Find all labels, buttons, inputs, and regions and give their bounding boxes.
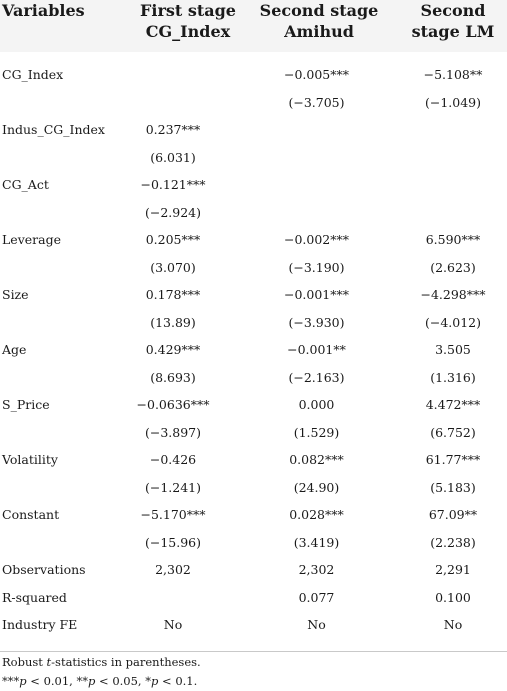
table-row <box>0 254 507 282</box>
first-stage-value: 0.237*** <box>145 122 201 137</box>
table-row <box>0 116 507 144</box>
header-second-stage-amihud <box>254 0 384 42</box>
amihud-value: (−3.705) <box>288 94 345 110</box>
header-second-stage-lm <box>390 0 507 42</box>
first-stage-value: (−1.241) <box>144 479 201 495</box>
first-stage-value: No <box>163 617 183 632</box>
header-col1-line1: First stage <box>140 1 236 20</box>
header-col3-line1: Second <box>420 1 486 20</box>
footnote-divider <box>0 651 507 652</box>
row-variable-label: Constant <box>2 507 60 522</box>
lm-value: (−4.012) <box>424 314 481 330</box>
table-row <box>0 584 507 612</box>
first-stage-value: 2,302 <box>155 562 191 577</box>
amihud-value: (24.90) <box>293 479 340 495</box>
table-row <box>0 61 507 89</box>
amihud-value: 0.000 <box>298 397 335 412</box>
row-variable-label: S_Price <box>2 397 50 412</box>
first-stage-value: (13.89) <box>150 314 196 330</box>
first-stage-value: (−3.897) <box>144 424 201 440</box>
table-row <box>0 336 507 364</box>
first-stage-value: 0.429*** <box>145 342 201 357</box>
amihud-value: (3.419) <box>293 534 340 550</box>
header-col2-line1: Second stage <box>259 1 379 20</box>
amihud-value: −0.001** <box>287 342 346 357</box>
row-variable-label: Industry FE <box>2 617 78 632</box>
amihud-value: (−3.190) <box>288 259 345 275</box>
table-row <box>0 171 507 199</box>
first-stage-value: −0.121*** <box>140 177 206 192</box>
table-row <box>0 474 507 502</box>
lm-value: 3.505 <box>435 342 471 357</box>
row-variable-label: R-squared <box>2 589 67 605</box>
first-stage-value: −5.170*** <box>140 507 206 522</box>
header-col2-line2: Amihud <box>284 22 354 41</box>
table-row <box>0 501 507 529</box>
first-stage-value: (−2.924) <box>144 204 201 220</box>
row-variable-label: Observations <box>2 562 86 577</box>
first-stage-value: (8.693) <box>150 369 196 385</box>
lm-value: (6.752) <box>430 424 476 440</box>
amihud-value: 0.082*** <box>289 452 344 467</box>
lm-value: (2.238) <box>430 534 476 550</box>
first-stage-value: (−15.96) <box>144 534 201 550</box>
amihud-value: (−3.930) <box>288 314 345 330</box>
lm-value: 2,291 <box>435 562 471 577</box>
first-stage-value: (3.070) <box>150 259 196 275</box>
lm-value: 67.09** <box>428 507 478 522</box>
table-row <box>0 611 507 639</box>
amihud-value: No <box>307 617 326 632</box>
table-header <box>0 0 507 52</box>
table-row <box>0 309 507 337</box>
lm-value: No <box>443 617 463 632</box>
lm-value: 4.472*** <box>425 397 481 412</box>
table-row <box>0 419 507 447</box>
table-row <box>0 364 507 392</box>
lm-value: (1.316) <box>430 369 476 385</box>
table-row <box>0 556 507 584</box>
lm-value: (2.623) <box>430 259 476 275</box>
header-variables-label: Variables <box>2 1 85 20</box>
table-row <box>0 529 507 557</box>
row-variable-label: CG_Act <box>2 177 49 192</box>
table-row <box>0 226 507 254</box>
table-row <box>0 391 507 419</box>
table-row <box>0 446 507 474</box>
amihud-value: −0.001*** <box>283 287 349 302</box>
footnote-tstats: Robust t-statistics in parentheses. <box>2 655 201 669</box>
header-col1-line2: CG_Index <box>145 22 231 41</box>
first-stage-value: 0.205*** <box>145 232 201 247</box>
row-variable-label: Indus_CG_Index <box>2 122 105 137</box>
amihud-value: (1.529) <box>293 424 340 440</box>
table-row <box>0 281 507 309</box>
lm-value: −4.298*** <box>420 287 486 302</box>
header-first-stage <box>118 0 258 42</box>
first-stage-value: 0.178*** <box>145 287 201 302</box>
row-variable-label: Age <box>2 342 27 357</box>
table-row <box>0 89 507 117</box>
first-stage-value: (6.031) <box>150 149 196 165</box>
first-stage-value: −0.0636*** <box>136 397 210 412</box>
row-variable-label: Leverage <box>2 232 61 247</box>
lm-value: 6.590*** <box>425 232 481 247</box>
row-variable-label: CG_Index <box>2 67 64 82</box>
lm-value: 0.100 <box>435 589 471 605</box>
table-row <box>0 144 507 172</box>
amihud-value: 0.077 <box>298 589 335 605</box>
first-stage-value: −0.426 <box>149 452 197 467</box>
amihud-value: (−2.163) <box>288 369 345 385</box>
header-col3-line2: stage LM <box>411 22 495 41</box>
amihud-value: −0.002*** <box>283 232 349 247</box>
amihud-value: 0.028*** <box>289 507 344 522</box>
footnote-significance: ***p < 0.01, **p < 0.05, *p < 0.1. <box>2 674 198 688</box>
amihud-value: −0.005*** <box>283 67 349 82</box>
row-variable-label: Size <box>2 287 29 302</box>
lm-value: (−1.049) <box>424 94 481 110</box>
row-variable-label: Volatility <box>2 452 58 467</box>
amihud-value: 2,302 <box>298 562 335 577</box>
lm-value: 61.77*** <box>425 452 481 467</box>
table-row <box>0 199 507 227</box>
header-variables <box>2 0 85 21</box>
lm-value: −5.108** <box>423 67 483 82</box>
lm-value: (5.183) <box>430 479 476 495</box>
